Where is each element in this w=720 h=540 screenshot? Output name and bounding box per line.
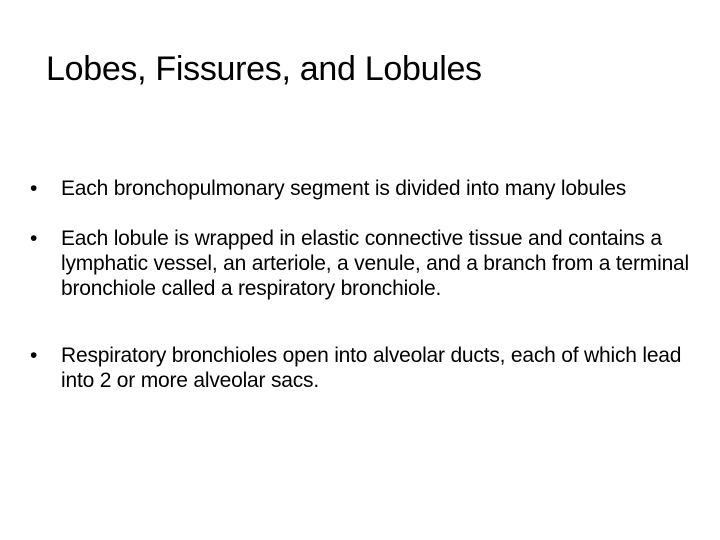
bullet-text: Each bronchopulmonary segment is divided into many lobules (61, 177, 627, 200)
bullet-dot-icon: • (30, 177, 38, 200)
bullet-dot-icon: • (30, 227, 38, 250)
slide-title: Lobes, Fissures, and Lobules (46, 50, 482, 88)
bullet-item (30, 343, 695, 393)
bullet-list (30, 176, 695, 393)
bullet-item (30, 226, 695, 301)
bullet-text: Each lobule is wrapped in elastic connective tissue and contains a lymphatic vessel, an arteriole, a venule, and a branch from a terminal bronchiole called a respiratory bronchiole. (61, 227, 689, 300)
bullet-text: Respiratory bronchioles open into alveolar ducts, each of which lead into 2 or more alveolar sacs. (61, 344, 682, 392)
bullet-dot-icon: • (30, 344, 38, 367)
bullet-item (30, 176, 695, 201)
